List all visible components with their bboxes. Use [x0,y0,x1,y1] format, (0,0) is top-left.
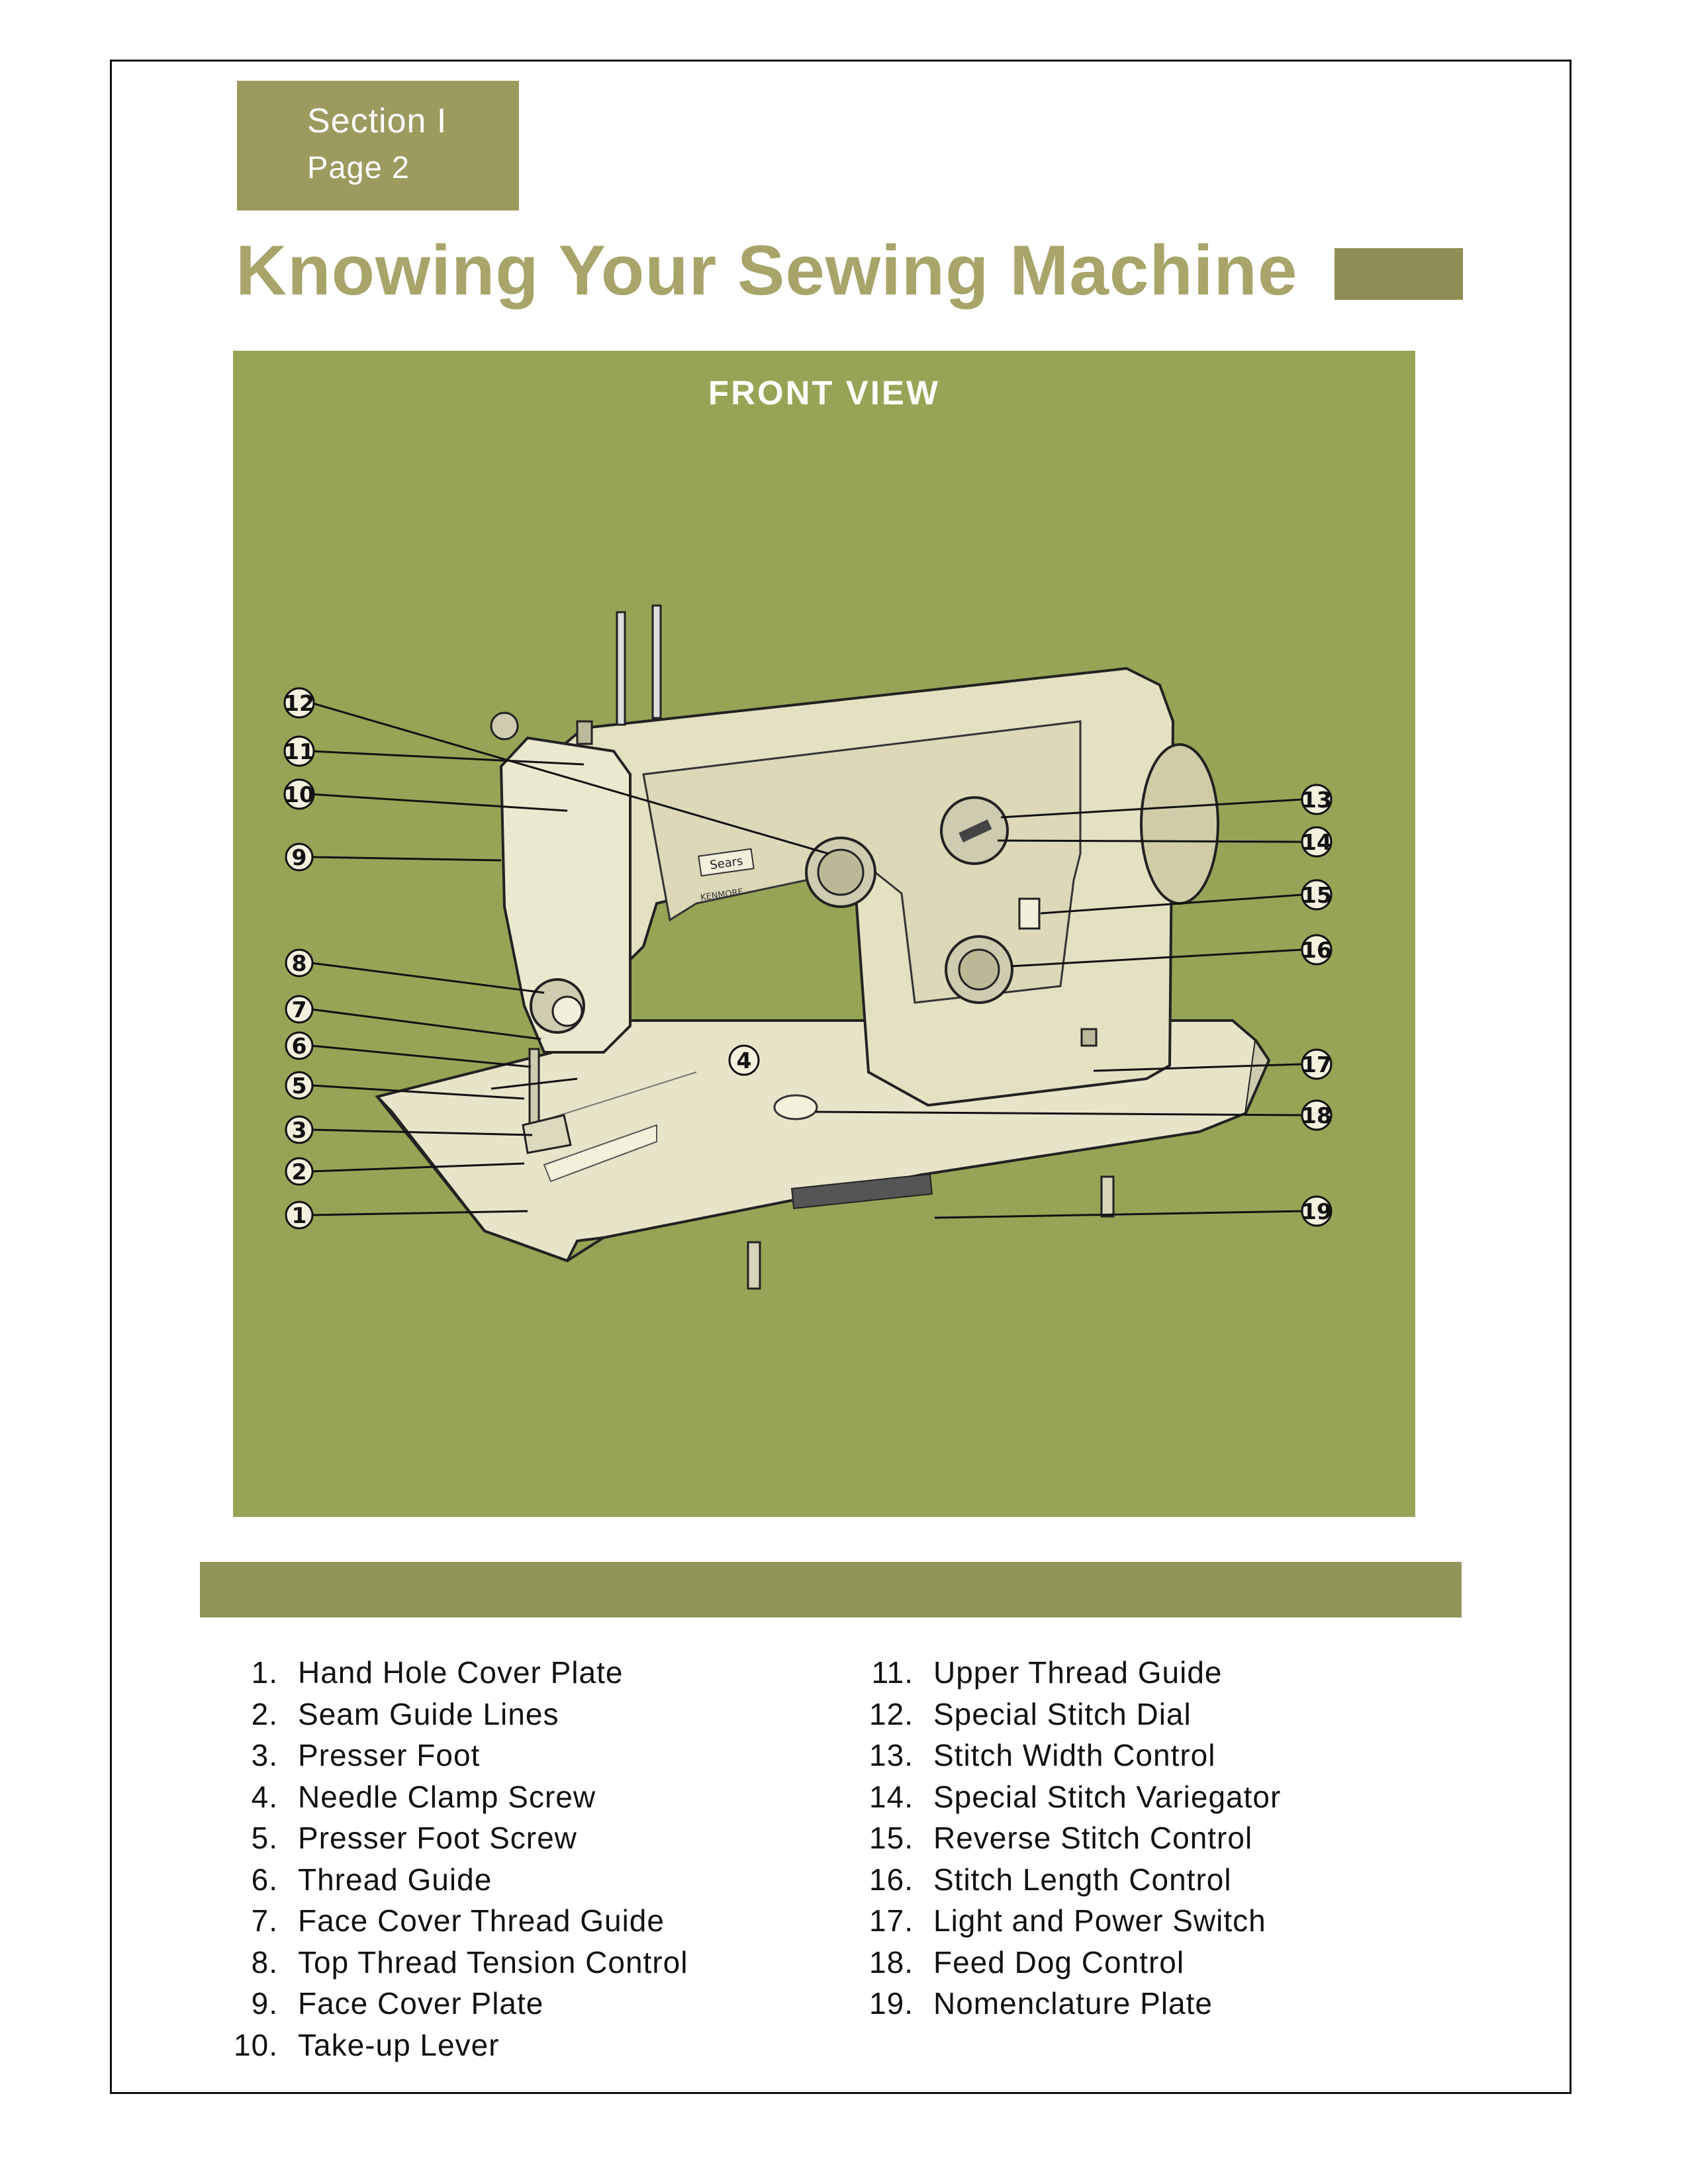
callout-10 [284,780,314,809]
svg-text:15: 15 [1301,882,1332,908]
list-item: 17. Light and Power Switch [869,1903,1266,1938]
divider-bar [200,1562,1462,1617]
callout-5 [286,1072,312,1099]
list-item: 1. Hand Hole Cover Plate [251,1655,624,1690]
callout-11 [284,737,314,766]
svg-text:18: 18 [1301,1103,1332,1128]
callout-14 [1301,827,1332,856]
page-label: Page 2 [307,150,410,185]
list-item: 11. Upper Thread Guide [871,1655,1223,1690]
view-label: FRONT VIEW [708,374,941,412]
badge-text: Sears [708,854,744,873]
sewing-machine-drawing [233,351,1415,1517]
svg-text:4: 4 [736,1048,752,1073]
callout-2 [286,1158,312,1185]
callout-7 [286,996,312,1023]
list-item: 4. Needle Clamp Screw [251,1779,596,1814]
list-item: 13. Stitch Width Control [869,1738,1216,1772]
callout-4 [729,1046,759,1075]
list-item: 18. Feed Dog Control [869,1944,1185,1979]
callout-6 [286,1032,312,1059]
callout-8 [286,950,312,976]
callout-15 [1301,880,1332,909]
svg-text:11: 11 [284,739,314,764]
svg-text:2: 2 [291,1159,307,1185]
list-item: 16. Stitch Length Control [869,1862,1232,1897]
svg-text:19: 19 [1301,1199,1332,1224]
title-accent-bar [1335,248,1463,300]
svg-text:7: 7 [291,997,307,1023]
list-item: 8. Top Thread Tension Control [251,1944,688,1979]
list-item: 5. Presser Foot Screw [251,1821,577,1855]
list-item: 15. Reverse Stitch Control [869,1821,1253,1855]
page-title: Knowing Your Sewing Machine [236,230,1298,310]
callout-1 [286,1202,312,1228]
list-item: 14. Special Stitch Variegator [869,1779,1282,1814]
callout-18 [1301,1101,1332,1130]
svg-text:14: 14 [1301,829,1332,855]
list-item: 7. Face Cover Thread Guide [251,1903,665,1938]
svg-text:12: 12 [284,690,314,716]
brand-text: KENMORE [700,887,744,903]
reverse-stitch-button [1019,899,1039,929]
list-item: 10. Take-up Lever [234,2027,500,2062]
list-item: 9. Face Cover Plate [251,1986,544,2021]
list-item: 19. Nomenclature Plate [869,1986,1213,2021]
callout-19 [1301,1197,1332,1226]
callout-9 [286,844,312,870]
svg-text:8: 8 [291,950,307,976]
callout-17 [1301,1050,1332,1079]
callout-16 [1301,935,1332,964]
svg-text:9: 9 [291,844,307,870]
svg-text:13: 13 [1301,787,1332,813]
callout-3 [286,1116,312,1143]
svg-text:6: 6 [291,1033,307,1059]
svg-text:16: 16 [1301,937,1332,963]
list-item: 12. Special Stitch Dial [869,1696,1192,1731]
section-label: Section I [307,102,447,140]
front-view-illustration [233,351,1415,1517]
list-item: 6. Thread Guide [251,1862,492,1897]
svg-text:1: 1 [291,1203,307,1228]
parts-list-left [218,1652,688,2066]
parts-list-right [854,1652,1281,2025]
callout-12 [284,688,314,717]
section-badge [237,81,519,210]
svg-text:3: 3 [291,1117,307,1143]
callout-13 [1301,785,1332,814]
svg-text:5: 5 [291,1073,307,1099]
svg-text:17: 17 [1301,1052,1332,1077]
svg-text:10: 10 [284,782,314,807]
list-item: 2. Seam Guide Lines [251,1696,559,1731]
list-item: 3. Presser Foot [251,1738,481,1772]
